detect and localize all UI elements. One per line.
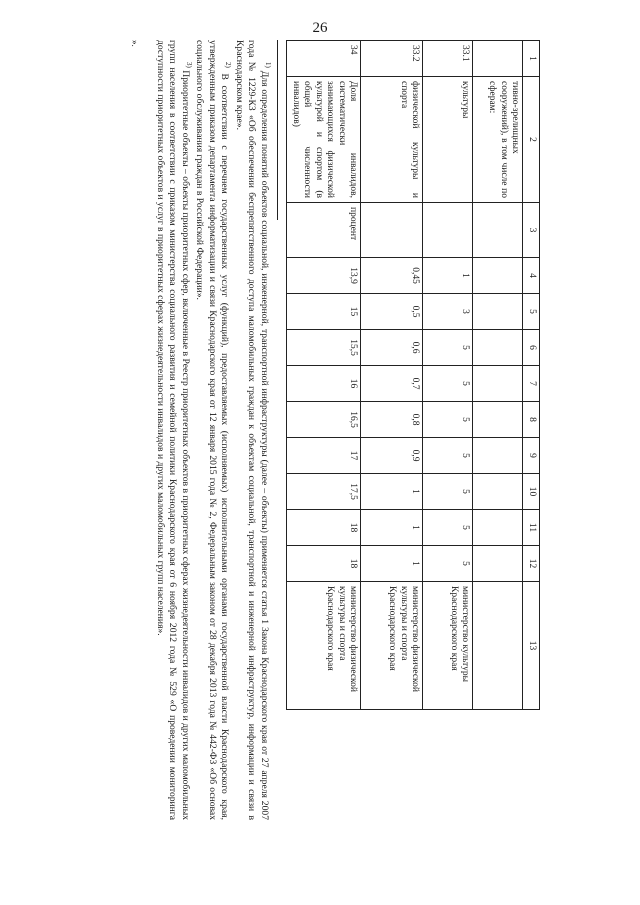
footnote-mark: 3) (184, 62, 193, 68)
row-indicator: тивно-зрелищных сооружений), в том числе по сферам: (473, 77, 523, 203)
header-cell: 12 (523, 546, 540, 582)
indicators-table (286, 40, 540, 710)
table-row (361, 41, 423, 710)
row-value (473, 438, 523, 474)
row-number (473, 41, 523, 77)
row-value: 15,5 (286, 330, 360, 366)
table-row (473, 41, 523, 710)
row-value (473, 510, 523, 546)
row-value (473, 474, 523, 510)
footnote-text: В соответствии с перечнем государственных услуг (функций), предоставляемых (исполняемых) исполнительными органами государственной власти Краснодарского края, утвержденным приказом департамента информатизации и связи Краснодарского края от 12 января 2015 года № 2, Федеральным законом от 28 декабря 2013 года № 442-ФЗ «Об основах социального обслуживания граждан в Российской Федерации». (194, 40, 231, 820)
row-unit (423, 203, 473, 258)
row-unit: процент (286, 203, 360, 258)
row-value: 0,8 (361, 402, 423, 438)
footnote-mark: 2) (224, 62, 233, 68)
rotated-content (120, 40, 540, 820)
row-value: 5 (423, 366, 473, 402)
row-ministry (473, 582, 523, 710)
row-value: 5 (423, 546, 473, 582)
row-value: 1 (361, 474, 423, 510)
row-value (473, 258, 523, 294)
footnote-3 (153, 40, 193, 820)
row-value: 0,9 (361, 438, 423, 474)
row-value: 5 (423, 438, 473, 474)
header-cell: 2 (523, 77, 540, 203)
header-cell: 9 (523, 438, 540, 474)
header-cell: 6 (523, 330, 540, 366)
row-value: 18 (286, 510, 360, 546)
row-value: 13,9 (286, 258, 360, 294)
row-number: 34 (286, 41, 360, 77)
footnote-text: Приоритетные объекты – объекты приоритетных сфер, включенные в Реестр приоритетных объектов в приоритетных сферах жизнедеятельности инвалидов и других маломобильных групп населения в соответствии с приказом министерства социального развития и семейной политики Краснодарского края от 6 ноября 2012 года № 529 «О проведении мониторинга доступности приоритетных объектов и услуг в приоритетных сферах жизнедеятельности инвалидов и других маломобильных групп населения». (154, 40, 191, 820)
row-value: 1 (361, 546, 423, 582)
header-cell: 3 (523, 203, 540, 258)
row-value: 0,5 (361, 294, 423, 330)
row-value: 3 (423, 294, 473, 330)
row-value: 17,5 (286, 474, 360, 510)
footnote-text: Для определения понятий объектов социальной, инженерной, транспортной инфраструктуры (далее – объекты) применяется статья 1 Закона Краснодарского края от 27 апреля 2007 года № 1229-КЗ «Об обеспечении беспрепятственного доступа маломобильных граждан к объектам социальной, транспортной и инженерной инфраструктур, информации и связи в Краснодарском крае». (233, 40, 270, 820)
row-value (473, 366, 523, 402)
row-indicator: физической культуры и спорта (361, 77, 423, 203)
row-value: 0,7 (361, 366, 423, 402)
closing-quote-mark: ». (130, 40, 140, 47)
row-value: 18 (286, 546, 360, 582)
footnote-1 (232, 40, 272, 820)
header-cell: 10 (523, 474, 540, 510)
row-value: 5 (423, 330, 473, 366)
row-value: 16 (286, 366, 360, 402)
row-value: 5 (423, 474, 473, 510)
row-ministry: министерство культуры Краснодарского края (423, 582, 473, 710)
row-value: 5 (423, 402, 473, 438)
row-value: 0,6 (361, 330, 423, 366)
row-indicator: Доля инвалидов, систематически занимающихся физической культурой и спортом (в общей численности инвалидов) (286, 77, 360, 203)
row-value: 1 (423, 258, 473, 294)
row-value (473, 402, 523, 438)
row-indicator: культуры (423, 77, 473, 203)
row-value: 0,45 (361, 258, 423, 294)
row-value: 17 (286, 438, 360, 474)
row-value: 5 (423, 510, 473, 546)
row-number: 33.2 (361, 41, 423, 77)
header-cell: 11 (523, 510, 540, 546)
row-ministry: министерство физической культуры и спорта Краснодарского края (361, 582, 423, 710)
header-cell: 7 (523, 366, 540, 402)
row-value: 15 (286, 294, 360, 330)
row-value (473, 330, 523, 366)
row-value (473, 546, 523, 582)
page-number: 26 (312, 20, 328, 36)
row-value: 16,5 (286, 402, 360, 438)
header-cell: 1 (523, 41, 540, 77)
header-cell: 5 (523, 294, 540, 330)
row-unit (361, 203, 423, 258)
row-unit (473, 203, 523, 258)
header-cell: 13 (523, 582, 540, 710)
footnote-2 (193, 40, 233, 820)
row-value: 1 (361, 510, 423, 546)
table-row (423, 41, 473, 710)
table-row (286, 41, 360, 710)
header-cell: 8 (523, 402, 540, 438)
row-number: 33.1 (423, 41, 473, 77)
footnote-separator (277, 40, 278, 220)
table-header-row (523, 41, 540, 710)
row-value (473, 294, 523, 330)
footnote-mark: 1) (264, 62, 272, 68)
header-cell: 4 (523, 258, 540, 294)
row-ministry: министерство физической культуры и спорта Краснодарского края (286, 582, 360, 710)
footnotes (153, 40, 278, 820)
